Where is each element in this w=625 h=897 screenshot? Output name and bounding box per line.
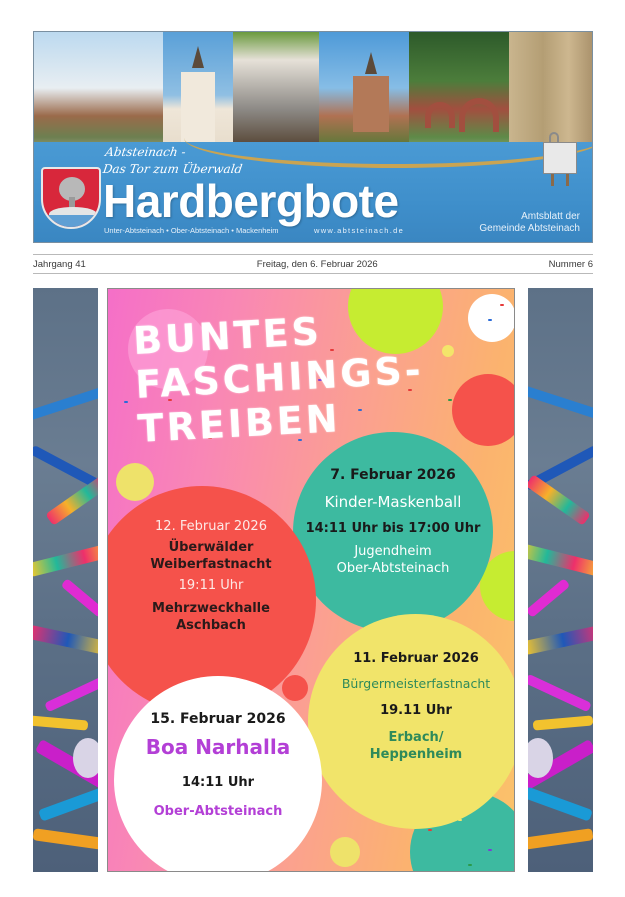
volume-label: Jahrgang 41: [33, 258, 86, 270]
amtsblatt-line-1: Amtsblatt der: [521, 211, 580, 222]
poster-title-line-1: BUNTES: [132, 309, 323, 363]
issue-number: Nummer 6: [548, 258, 593, 270]
masthead-banner: [33, 31, 593, 243]
event-name: Boa Narhalla: [145, 735, 291, 759]
white-bubble: [468, 294, 515, 342]
red-bubble-top-right: [452, 374, 515, 446]
event-weiberfastnacht: [116, 519, 306, 633]
event-boa-narhalla: [118, 711, 318, 819]
event-location-2: Aschbach: [176, 618, 246, 633]
event-name-1: Überwälder: [168, 540, 254, 555]
event-location-1: Mehrzweckhalle: [152, 601, 270, 616]
small-red-bubble: [282, 675, 308, 701]
poster-title-line-3: TREIBEN: [136, 396, 342, 451]
newspaper-title: Hardbergbote: [103, 175, 399, 227]
coat-of-arms-icon: [41, 167, 101, 229]
districts-subtitle: Unter-Abtsteinach • Ober-Abtsteinach • Mackenheim: [104, 226, 279, 235]
event-time: 14:11 Uhr: [181, 775, 255, 790]
event-kinder-maskenball: [293, 467, 493, 576]
issue-date: Freitag, den 6. Februar 2026: [256, 258, 378, 270]
amtsblatt-line-2: Gemeinde Abtsteinach: [479, 223, 580, 234]
slogan: [102, 144, 246, 178]
poster-title: [132, 304, 427, 451]
event-date: 15. Februar 2026: [150, 711, 286, 727]
event-date: 12. Februar 2026: [155, 519, 267, 534]
slogan-line-1: Abtsteinach -: [104, 145, 187, 159]
event-time: 19:11 Uhr: [178, 578, 244, 593]
event-name: Kinder-Maskenball: [324, 493, 462, 511]
yellow-bubble-left: [116, 463, 154, 501]
newspaper-reader-mascot-icon: [539, 132, 581, 192]
streamers-photo-right: [528, 288, 593, 872]
amtsblatt-label: [479, 211, 580, 235]
event-date: 7. Februar 2026: [330, 467, 456, 483]
slogan-line-2: Das Tor zum Überwald: [101, 162, 244, 176]
event-location: Ober-Abtsteinach: [153, 804, 283, 819]
small-yellow-bubble: [442, 345, 454, 357]
event-location-1: Jugendheim: [354, 544, 432, 559]
event-location-2: Heppenheim: [369, 747, 463, 762]
website-link[interactable]: www.abtsteinach.de: [314, 226, 405, 235]
streamers-photo-left: [33, 288, 98, 872]
poster-title-line-2: FASCHINGS-: [134, 347, 425, 407]
event-name-2: Weiberfastnacht: [150, 557, 272, 572]
event-buergermeisterfastnacht: [311, 651, 515, 762]
event-time: 14:11 Uhr bis 17:00 Uhr: [305, 521, 481, 536]
event-time: 19.11 Uhr: [380, 703, 452, 718]
event-date: 11. Februar 2026: [353, 651, 479, 666]
fasching-poster: [107, 288, 515, 872]
yellow-bubble-bottom: [330, 837, 360, 867]
event-location-1: Erbach/: [388, 730, 444, 745]
issue-info-bar: [33, 254, 593, 274]
event-location-2: Ober-Abtsteinach: [336, 561, 450, 576]
event-name: Bürgermeisterfastnacht: [341, 676, 491, 691]
